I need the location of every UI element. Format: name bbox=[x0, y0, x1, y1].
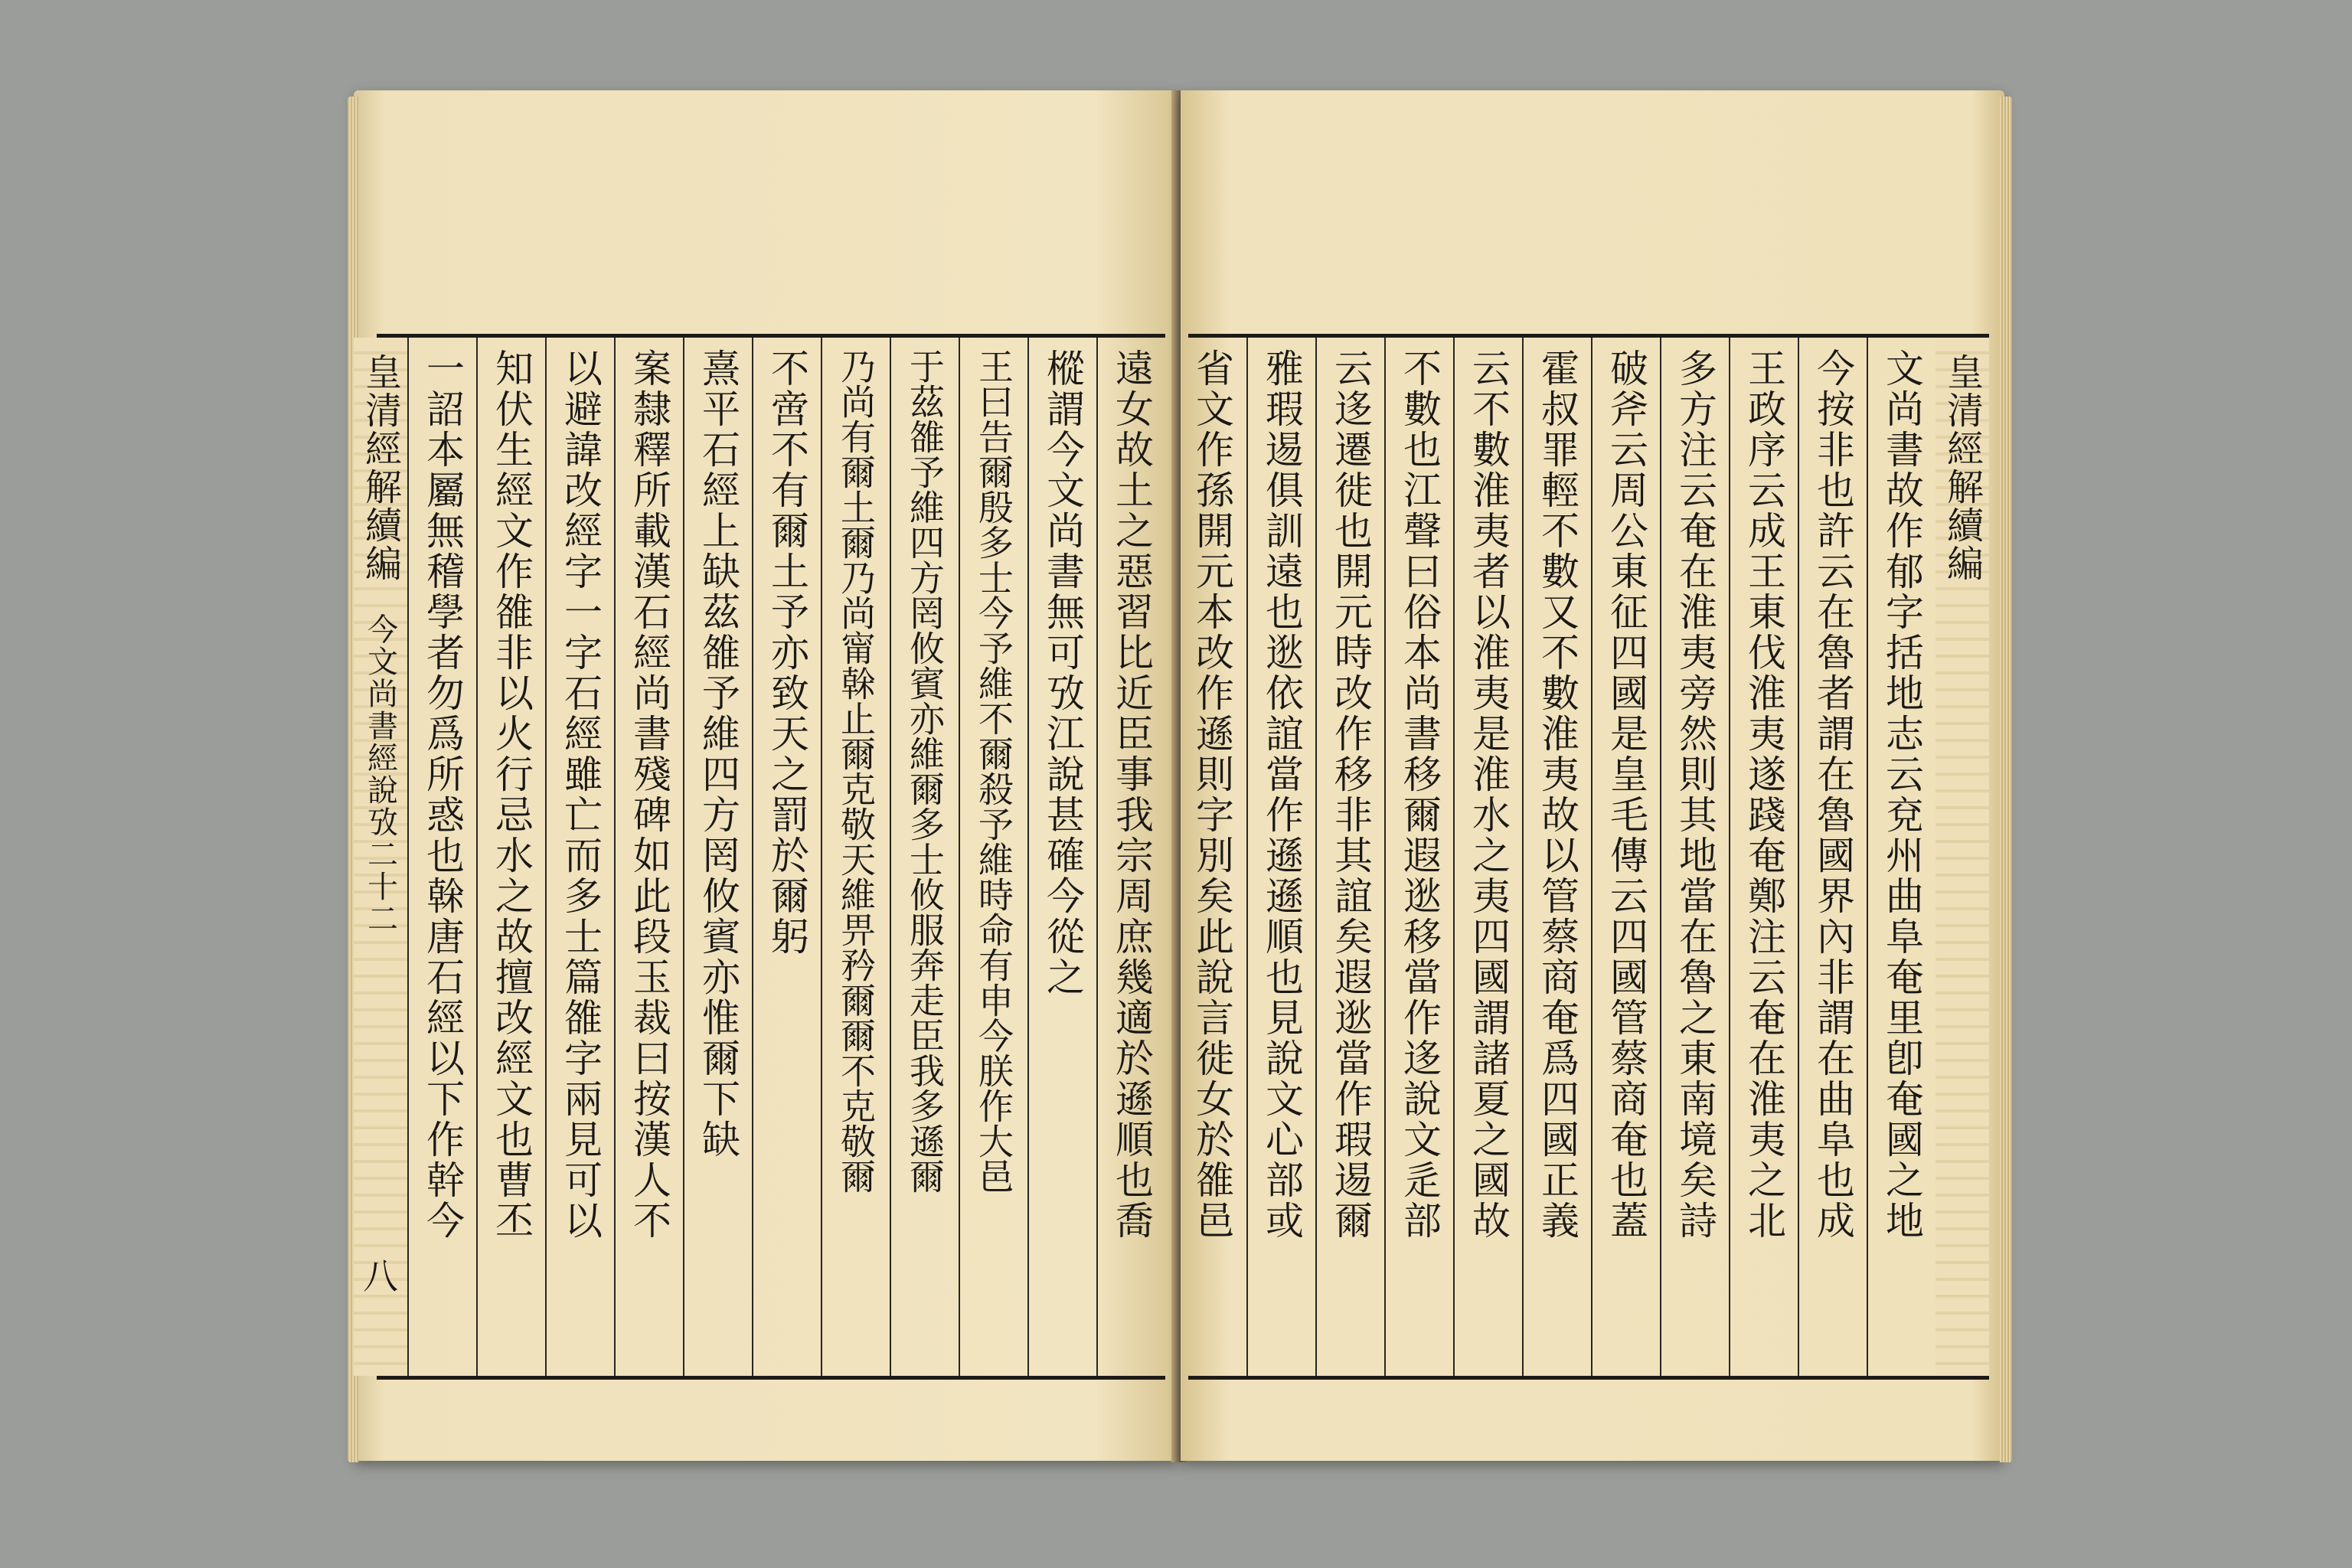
right-banner bbox=[1936, 338, 1989, 1376]
page-number: 八 bbox=[363, 1256, 398, 1297]
column-text: 今按非也許云在魯者謂在魯國界內非謂在曲阜也成 bbox=[1811, 348, 1855, 1241]
right-column-2 bbox=[1798, 338, 1867, 1376]
left-column-9 bbox=[545, 338, 614, 1376]
column-text: 以避諱改經字一字石經雖亡而多士篇雒字兩見可以 bbox=[558, 348, 603, 1241]
left-column-3 bbox=[959, 338, 1027, 1376]
column-text: 于茲雒予維四方罔攸賓亦維爾多士攸服奔走臣我多遜爾 bbox=[904, 348, 946, 1194]
left-column-1 bbox=[1096, 338, 1165, 1376]
right-column-10 bbox=[1246, 338, 1315, 1376]
left-column-10 bbox=[476, 338, 545, 1376]
left-text-frame bbox=[358, 334, 1165, 1380]
right-column-11 bbox=[1178, 338, 1246, 1376]
left-column-2 bbox=[1027, 338, 1096, 1376]
right-column-5 bbox=[1591, 338, 1660, 1376]
left-banner bbox=[354, 338, 407, 1376]
left-page bbox=[354, 90, 1177, 1461]
column-text: 一詔本屬無稽學者勿爲所惑也榦唐石經以下作幹今 bbox=[420, 348, 465, 1241]
right-column-8 bbox=[1384, 338, 1453, 1376]
column-text: 知伏生經文作雒非以火行忌水之故擅改經文也曹丕 bbox=[489, 348, 534, 1241]
column-text: 王政序云成王東伐淮夷遂踐奄鄭注云奄在淮夷之北 bbox=[1742, 348, 1786, 1241]
left-column-11 bbox=[407, 338, 476, 1376]
right-column-4 bbox=[1660, 338, 1729, 1376]
right-column-9 bbox=[1315, 338, 1384, 1376]
column-text: 案隸釋所載漢石經尚書殘碑如此段玉裁曰按漢人不 bbox=[627, 348, 671, 1241]
column-text: 省文作孫開元本改作遜則字別矣此說言徙女於雒邑 bbox=[1190, 348, 1234, 1241]
left-column-6 bbox=[752, 338, 821, 1376]
right-column-1 bbox=[1867, 338, 1936, 1376]
left-column-8 bbox=[614, 338, 683, 1376]
banner-title: 皇清經解續編 bbox=[1940, 353, 1984, 583]
banner-subtitle: 今文尚書經說攷二十二 bbox=[362, 613, 398, 935]
banner-title: 皇清經解續編 bbox=[358, 353, 402, 583]
column-text: 雅瑕逷俱訓遠也逖依誼當作遜遜順也見說文心部或 bbox=[1259, 348, 1304, 1241]
column-text: 樅謂今文尚書無可攷江說甚確今從之 bbox=[1040, 348, 1085, 998]
column-text: 破斧云周公東征四國是皇毛傳云四國管蔡商奄也蓋 bbox=[1604, 348, 1648, 1241]
open-book bbox=[354, 90, 2004, 1467]
left-column-5 bbox=[821, 338, 890, 1376]
right-text-frame bbox=[1188, 334, 1989, 1380]
column-text: 乃尚有爾土爾乃尚甯榦止爾克敬天維畀矜爾爾不克敬爾 bbox=[835, 348, 877, 1194]
column-text: 不數也江聲曰俗本尚書移爾遐逖移當作迻說文辵部 bbox=[1397, 348, 1442, 1241]
column-text: 云迻遷徙也開元時改作移非其誼矣遐逖當作瑕逷爾 bbox=[1328, 348, 1373, 1241]
column-text: 文尚書故作郁字括地志云兗州曲阜奄里卽奄國之地 bbox=[1880, 348, 1924, 1241]
left-column-7 bbox=[683, 338, 752, 1376]
right-column-6 bbox=[1522, 338, 1591, 1376]
right-column-7 bbox=[1453, 338, 1522, 1376]
column-text: 熹平石經上缺茲雒予維四方罔攸賓亦惟爾下缺 bbox=[696, 348, 740, 1160]
column-text: 霍叔罪輕不數又不數淮夷故以管蔡商奄爲四國正義 bbox=[1535, 348, 1579, 1241]
right-page-edges bbox=[2000, 96, 2012, 1462]
column-text: 王曰告爾殷多士今予維不爾殺予維時命有申今朕作大邑 bbox=[973, 348, 1014, 1194]
column-text: 遠女故土之惡習比近臣事我宗周庶幾適於遜順也喬 bbox=[1109, 348, 1154, 1241]
left-column-4 bbox=[890, 338, 959, 1376]
column-text: 不啻不有爾土予亦致天之罰於爾躬 bbox=[765, 348, 809, 957]
column-text: 云不數淮夷者以淮夷是淮水之夷四國謂諸夏之國故 bbox=[1466, 348, 1511, 1241]
column-text: 多方注云奄在淮夷旁然則其地當在魯之東南境矣詩 bbox=[1673, 348, 1717, 1241]
right-column-3 bbox=[1729, 338, 1798, 1376]
